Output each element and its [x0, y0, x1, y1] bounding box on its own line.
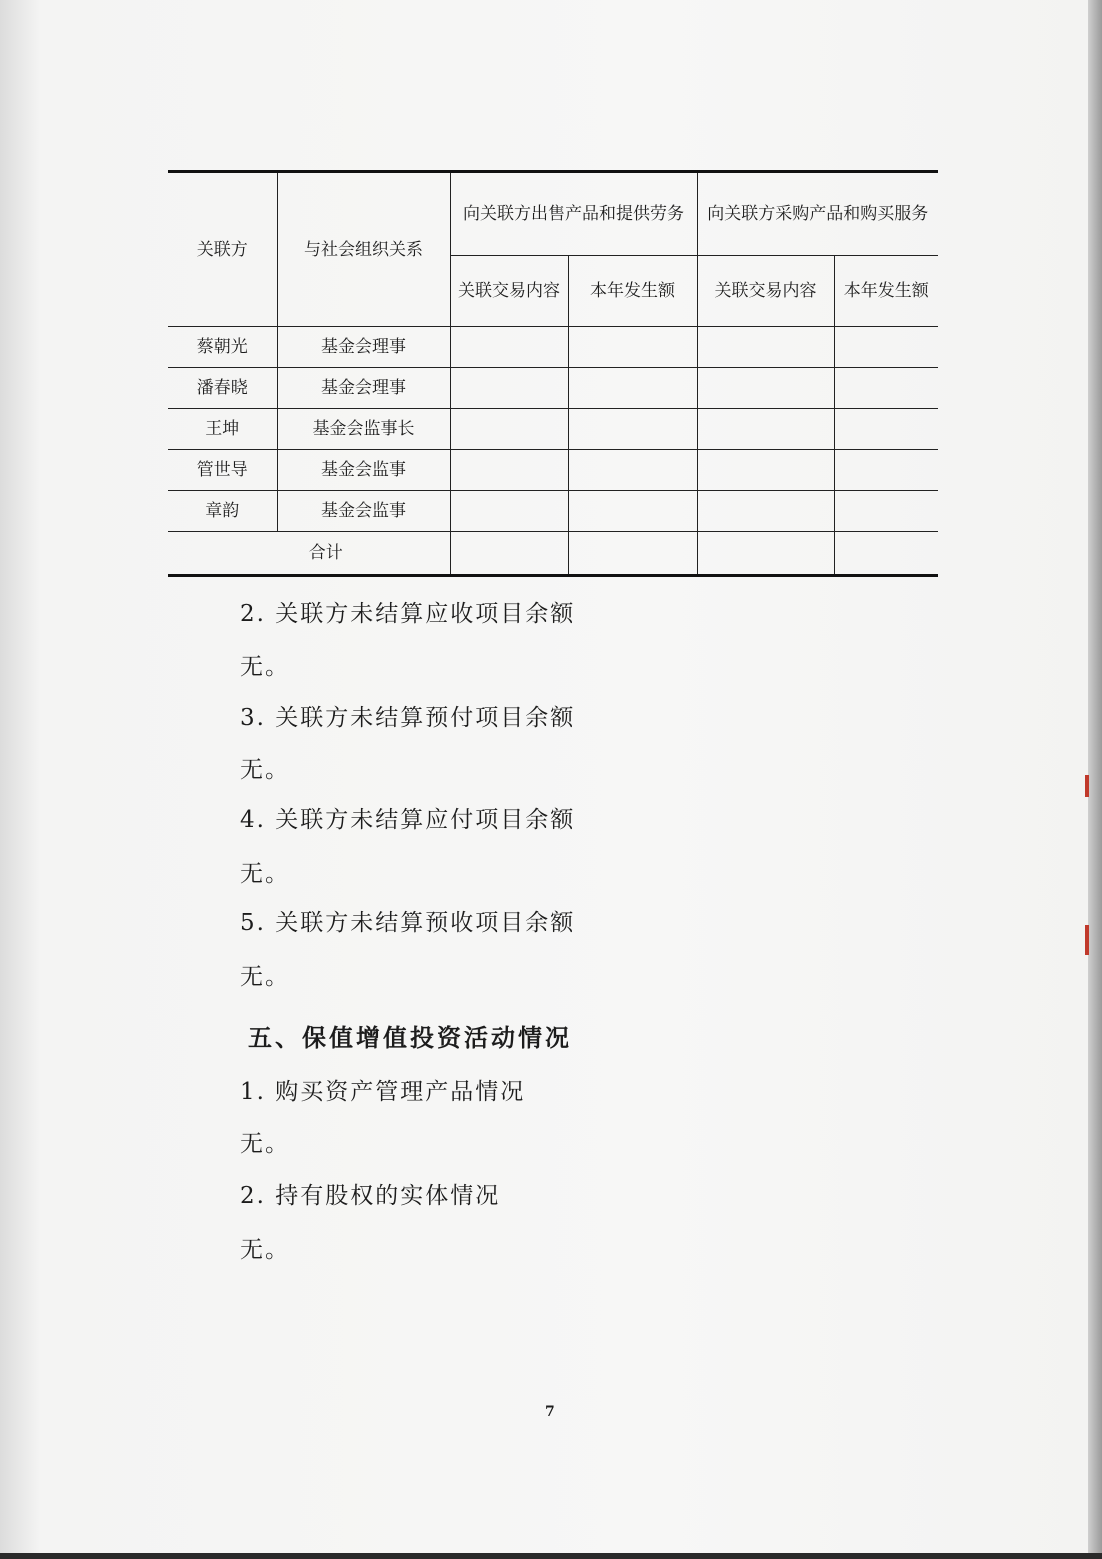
item5-title: 5. 关联方未结算预收项目余额 [240, 910, 576, 936]
item2-title: 2. 关联方未结算应收项目余额 [240, 601, 576, 627]
cell-party: 管世导 [168, 450, 277, 491]
item3-title: 3. 关联方未结算预付项目余额 [240, 705, 576, 731]
cell-relation: 基金会监事长 [277, 409, 450, 450]
header-sell-group: 向关联方出售产品和提供劳务 [450, 172, 697, 256]
header-relation: 与社会组织关系 [277, 172, 450, 327]
cell-empty [568, 532, 697, 576]
cell-empty [450, 532, 568, 576]
item3-body: 无。 [240, 757, 290, 783]
cell-empty [834, 327, 938, 368]
investment-item2-title: 2. 持有股权的实体情况 [240, 1183, 501, 1209]
table-row [168, 409, 938, 450]
cell-party: 王坤 [168, 409, 277, 450]
page-number: 7 [545, 1404, 555, 1420]
item2-body: 无。 [240, 654, 290, 680]
investment-item2-body: 无。 [240, 1237, 290, 1263]
cell-empty [834, 491, 938, 532]
cell-empty [568, 327, 697, 368]
investment-item1-title: 1. 购买资产管理产品情况 [240, 1079, 526, 1105]
red-mark [1085, 775, 1089, 797]
table-row [168, 491, 938, 532]
header-buy-content: 关联交易内容 [697, 256, 834, 327]
cell-empty [834, 409, 938, 450]
page-edge [1088, 0, 1102, 1559]
cell-empty [834, 368, 938, 409]
red-mark [1085, 925, 1089, 955]
cell-empty [568, 368, 697, 409]
cell-empty [450, 368, 568, 409]
cell-relation: 基金会理事 [277, 368, 450, 409]
table-total-row [168, 532, 938, 576]
scan-bottom-edge [0, 1553, 1102, 1559]
cell-empty [697, 368, 834, 409]
cell-party: 章韵 [168, 491, 277, 532]
section-heading: 五、保值增值投资活动情况 [248, 1023, 572, 1052]
header-sell-content: 关联交易内容 [450, 256, 568, 327]
related-party-table-wrap [168, 170, 938, 577]
cell-empty [450, 409, 568, 450]
cell-empty [450, 491, 568, 532]
cell-party: 潘春晓 [168, 368, 277, 409]
cell-empty [568, 450, 697, 491]
cell-party: 蔡朝光 [168, 327, 277, 368]
item5-body: 无。 [240, 964, 290, 990]
cell-relation: 基金会监事 [277, 491, 450, 532]
total-label: 合计 [168, 532, 450, 576]
header-buy-amount: 本年发生额 [834, 256, 938, 327]
header-buy-group: 向关联方采购产品和购买服务 [697, 172, 938, 256]
cell-empty [697, 327, 834, 368]
table-row [168, 368, 938, 409]
cell-empty [450, 327, 568, 368]
cell-relation: 基金会监事 [277, 450, 450, 491]
header-sell-amount: 本年发生额 [568, 256, 697, 327]
cell-empty [450, 450, 568, 491]
cell-empty [568, 491, 697, 532]
cell-empty [834, 450, 938, 491]
item4-title: 4. 关联方未结算应付项目余额 [240, 807, 576, 833]
item4-body: 无。 [240, 861, 290, 887]
cell-empty [697, 491, 834, 532]
related-party-table [168, 170, 938, 577]
cell-empty [697, 450, 834, 491]
cell-empty [834, 532, 938, 576]
cell-empty [697, 532, 834, 576]
cell-relation: 基金会理事 [277, 327, 450, 368]
table-row [168, 450, 938, 491]
table-row [168, 327, 938, 368]
cell-empty [568, 409, 697, 450]
cell-empty [697, 409, 834, 450]
investment-item1-body: 无。 [240, 1131, 290, 1157]
header-party: 关联方 [168, 172, 277, 327]
